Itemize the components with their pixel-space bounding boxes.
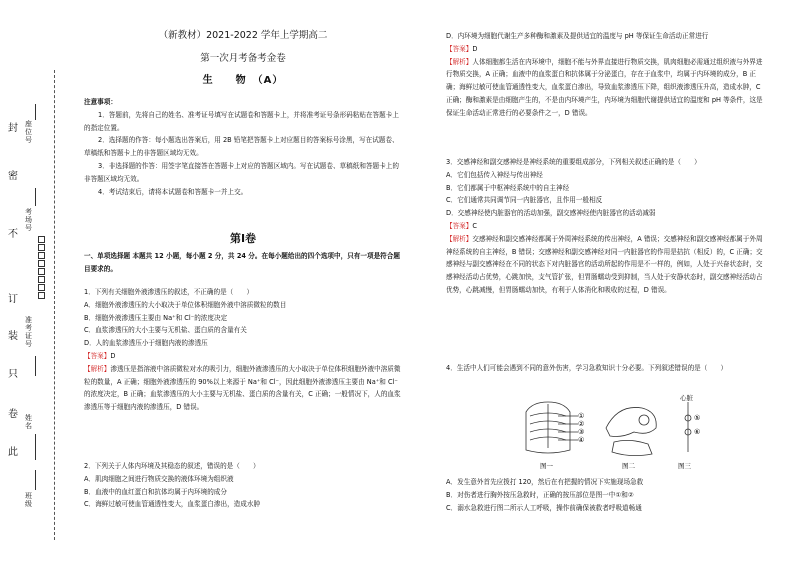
field-underline (35, 188, 36, 206)
option: C．海鲜过敏可使血管通透性变大，血浆蛋白渗出，造成水肿 (84, 500, 261, 509)
binding-char: 不 (8, 229, 18, 240)
option: A．细胞外液渗透压的大小取决于单位体积细胞外液中溶质微粒的数目 (84, 300, 287, 309)
question-stem: 1．下列有关细胞外液渗透压的叙述，不正确的是（ ） (84, 288, 254, 296)
field-exam-room: 考场号 (25, 208, 32, 232)
question-2-continued (446, 30, 764, 120)
id-box (38, 252, 45, 259)
option: A．它们包括传入神经与传出神经 (446, 170, 543, 179)
analysis-text: 人体细胞都生活在内环境中，细胞不能与外界直接进行物质交换，肌肉细胞必需通过组织液与外界进行物质交换，A 正确；血液中的血浆蛋白和抗体属于分泌蛋白，存在于血浆中，均属于内环境的成分，B 正确；海鲜过敏可使血管通透性变大，血浆蛋白渗出，导致血浆渗透压下降，组织液渗透压升高，造成水肿，C 正确；酶和激素是由细胞产生的，不是由内环境产生，内环境为细胞代谢提供适宜的温度和 pH 等条件，这是保证生命活动正常进行的必要条件之一，D 错误。 (446, 57, 763, 117)
option: A．肌肉细胞之间进行物质交换的液体环境为组织液 (84, 474, 234, 483)
answer-value: D (110, 351, 116, 360)
option: B．它们都属于中枢神经系统中的自主神经 (446, 183, 570, 192)
binding-char: 只 (8, 369, 18, 380)
analysis-tag: 【解析】 (84, 364, 111, 373)
option: C．它们通常共同调节同一内脏器官，且作用一般相反 (446, 196, 603, 205)
answer-value: C (472, 221, 477, 230)
option: A．发生意外首先应拨打 120，然后在有把握的情况下实施现场急救 (446, 478, 644, 486)
question-1 (84, 286, 402, 414)
binding-char: 封 (8, 123, 18, 134)
binding-char: 此 (8, 447, 18, 458)
left-column (84, 0, 402, 562)
notice-item: 3．非选择题的作答：用签字笔直接答在答题卡上对应的答题区域内。写在试题卷、草稿纸和答题卡上的非答题区域均无效。 (84, 161, 399, 183)
binding-char: 订 (8, 294, 18, 305)
figure-illustration (518, 392, 718, 472)
option: B．血液中的血红蛋白和抗体均属于内环境的成分 (84, 487, 227, 496)
field-seat-number: 座位号 (25, 120, 32, 144)
exam-subtitle: 第一次月考备考金卷 (200, 53, 286, 64)
subject-title: 生 物 （A） (202, 75, 284, 86)
option: D．交感神经使内脏器官的活动加强，副交感神经使内脏器官的活动减弱 (446, 209, 656, 218)
field-admission-number: 准考证号 (25, 316, 32, 348)
section-instruction: 一、单项选择题 本题共 12 小题，每小题 2 分，共 24 分。在每小题给出的四个选项中，只有一项是符合题目要求的。 (84, 252, 400, 273)
right-column (446, 0, 764, 562)
notice-item: 1．答题前，先将自己的姓名、准考证号填写在试题卷和答题卡上，并将准考证号条形码粘贴在答题卡上的指定位置。 (84, 110, 399, 132)
option: D．内环境为细胞代谢生产多种酶和激素及提供适宜的温度与 pH 等保证生命活动正常进行 (446, 32, 709, 40)
marker: ⑥ (694, 428, 701, 436)
question-stem: 3．交感神经和副交感神经是神经系统的重要组成部分，下列相关叙述正确的是（ ） (446, 158, 701, 166)
marker: ④ (578, 436, 585, 444)
answer-line (446, 220, 764, 233)
field-underline (35, 104, 36, 120)
caption: 图二 (622, 462, 635, 470)
question-2 (84, 460, 402, 511)
binding-strip (8, 70, 68, 540)
caption: 图三 (678, 462, 691, 470)
id-box (38, 268, 45, 275)
notice (84, 96, 402, 198)
binding-char: 密 (8, 171, 18, 182)
question-stem: 2．下列关于人体内环境及其稳态的叙述，错误的是（ ） (84, 462, 260, 470)
figure-one-chest (526, 402, 578, 453)
option: C．溺水急救进行图二所示人工呼吸，操作前确保被救者呼吸道畅通 (446, 503, 642, 512)
analysis-text: 渗透压是指溶液中溶质微粒对水的吸引力，细胞外液渗透压的大小取决于单位体积细胞外液中溶质微粒的数量，A 正确；细胞外液渗透压的 90%以上来源于 Na⁺和 Cl⁻，因此细胞外液渗透压主要由 Na⁺和 Cl⁻的浓度决定，B 正确；血浆渗透压的大小主要与无机盐、蛋白质的含量有关，C 正确；一般情况下，人的血浆渗透压等于细胞内液的渗透压，D 错误。 (84, 364, 401, 412)
answer-line (446, 43, 764, 56)
notice-item: 4．考试结束后，请将本试题卷和答题卡一并上交。 (98, 187, 248, 196)
question-3 (446, 156, 764, 297)
marker: ② (578, 420, 585, 428)
exam-title: （新教材）2021-2022 学年上学期高二 (158, 30, 328, 41)
analysis (84, 363, 402, 414)
marker: ③ (578, 428, 585, 436)
option: C．血浆渗透压的大小主要与无机盐、蛋白质的含量有关 (84, 326, 247, 335)
question-stem: 4．生活中人们可能会遇到不同的意外伤害，学习急救知识十分必要。下列叙述错误的是（ ） (446, 364, 728, 372)
analysis (446, 233, 764, 297)
section-title: 第Ⅰ卷 (229, 232, 257, 245)
field-underline (35, 434, 36, 460)
section-one (84, 232, 402, 276)
question-4-options (446, 476, 764, 514)
id-box (38, 244, 45, 251)
answer-value: D (472, 44, 478, 53)
analysis-text: 交感神经和副交感神经都属于外周神经系统的传出神经，A 错误；交感神经和副交感神经都属于外周神经系统的自主神经，B 错误；交感神经和副交感神经对同一内脏器官的作用是拮抗（相反）的，C 正确；交感神经与副交感神经在不同的状态下对内脏器官的活动所起的作用是不一样的，例如，人处于兴奋状态时，交感神经活动占优势，心跳加快，支气管扩张，但胃肠蠕动受到抑制，当人处于安静状态时，副交感神经活动占优势，心跳减慢，但胃肠蠕动加快，有利于人体消化和吸收的过程，D 错误。 (446, 234, 763, 294)
analysis-tag: 【解析】 (446, 57, 473, 66)
field-name: 姓名 (25, 414, 32, 430)
id-box (38, 284, 45, 291)
id-box (38, 276, 45, 283)
field-underline (35, 470, 36, 490)
field-underline (35, 356, 36, 376)
figure-three-heart (685, 402, 691, 452)
notice-heading: 注意事项： (84, 98, 117, 106)
question-4-figures (518, 392, 718, 472)
id-box (38, 292, 45, 299)
option: B．细胞外液渗透压主要由 Na⁺和 Cl⁻的浓度决定 (84, 313, 228, 322)
field-class: 班级 (25, 492, 32, 508)
question-4 (446, 362, 764, 375)
answer-line (84, 350, 402, 363)
caption: 图一 (540, 462, 553, 470)
id-box (38, 236, 45, 243)
option: B．对伤者进行胸外按压急救时，正确的按压部位是图一中①和② (446, 490, 634, 499)
id-box (38, 260, 45, 267)
answer-tag: 【答案】 (446, 44, 473, 53)
analysis-tag: 【解析】 (446, 234, 473, 243)
binding-char: 卷 (8, 409, 18, 420)
analysis (446, 56, 764, 120)
heart-label: 心脏 (680, 394, 693, 402)
binding-char: 装 (8, 331, 18, 342)
binding-line (54, 70, 55, 540)
marker: ① (578, 412, 585, 420)
marker: ⑤ (694, 414, 701, 422)
notice-item: 2．选择题的作答：每小题选出答案后，用 2B 铅笔把答题卡上对应题目的答案标号涂黑，写在试题卷、草稿纸和答题卡上的非答题区域均无效。 (84, 136, 399, 158)
answer-tag: 【答案】 (446, 221, 473, 230)
option: D．人的血浆渗透压小于细胞内液的渗透压 (84, 339, 208, 348)
answer-tag: 【答案】 (84, 351, 111, 360)
figure-two-breathing (606, 407, 656, 455)
